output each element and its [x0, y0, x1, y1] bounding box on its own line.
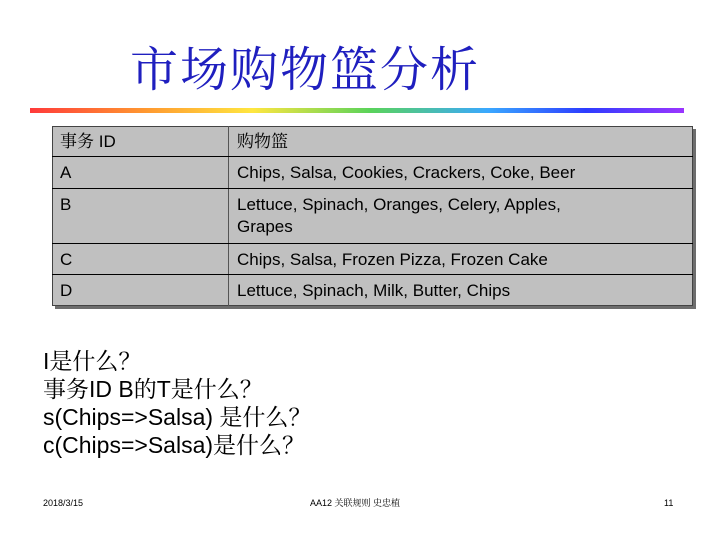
basket-table — [52, 126, 693, 306]
transaction-id: B — [60, 195, 72, 214]
question-item: 事务ID B的T是什么？ — [43, 376, 263, 402]
row-divider — [52, 274, 693, 275]
row-divider — [52, 188, 693, 189]
basket-items: Chips, Salsa, Frozen Pizza, Frozen Cake — [237, 250, 548, 269]
question-item: I是什么？ — [43, 348, 142, 374]
column-divider — [228, 126, 229, 306]
basket-items-line-2: Grapes — [237, 217, 293, 236]
question-list — [43, 347, 643, 459]
basket-items: Lettuce, Spinach, Milk, Butter, Chips — [237, 281, 511, 300]
footer-title: AA12 关联规则 史忠植 — [310, 498, 401, 508]
transaction-id: D — [60, 281, 73, 300]
basket-items — [237, 194, 682, 238]
title-underline — [30, 108, 684, 113]
transaction-id: C — [60, 250, 73, 269]
question-item: s(Chips=>Salsa) 是什么？ — [43, 404, 312, 430]
basket-items: Chips, Salsa, Cookies, Crackers, Coke, Beer — [237, 163, 576, 182]
row-divider — [52, 243, 693, 244]
page-number: 11 — [664, 498, 674, 508]
question-item: c(Chips=>Salsa)是什么？ — [43, 432, 306, 458]
header-transaction-id: 事务 ID — [60, 132, 116, 151]
header-basket: 购物篮 — [237, 132, 288, 151]
row-divider — [52, 156, 693, 157]
footer-date: 2018/3/15 — [43, 498, 84, 508]
slide-title: 市场购物篮分析 — [130, 42, 481, 98]
basket-items-line-1: Lettuce, Spinach, Oranges, Celery, Apples, — [237, 195, 561, 214]
transaction-id: A — [60, 163, 72, 182]
